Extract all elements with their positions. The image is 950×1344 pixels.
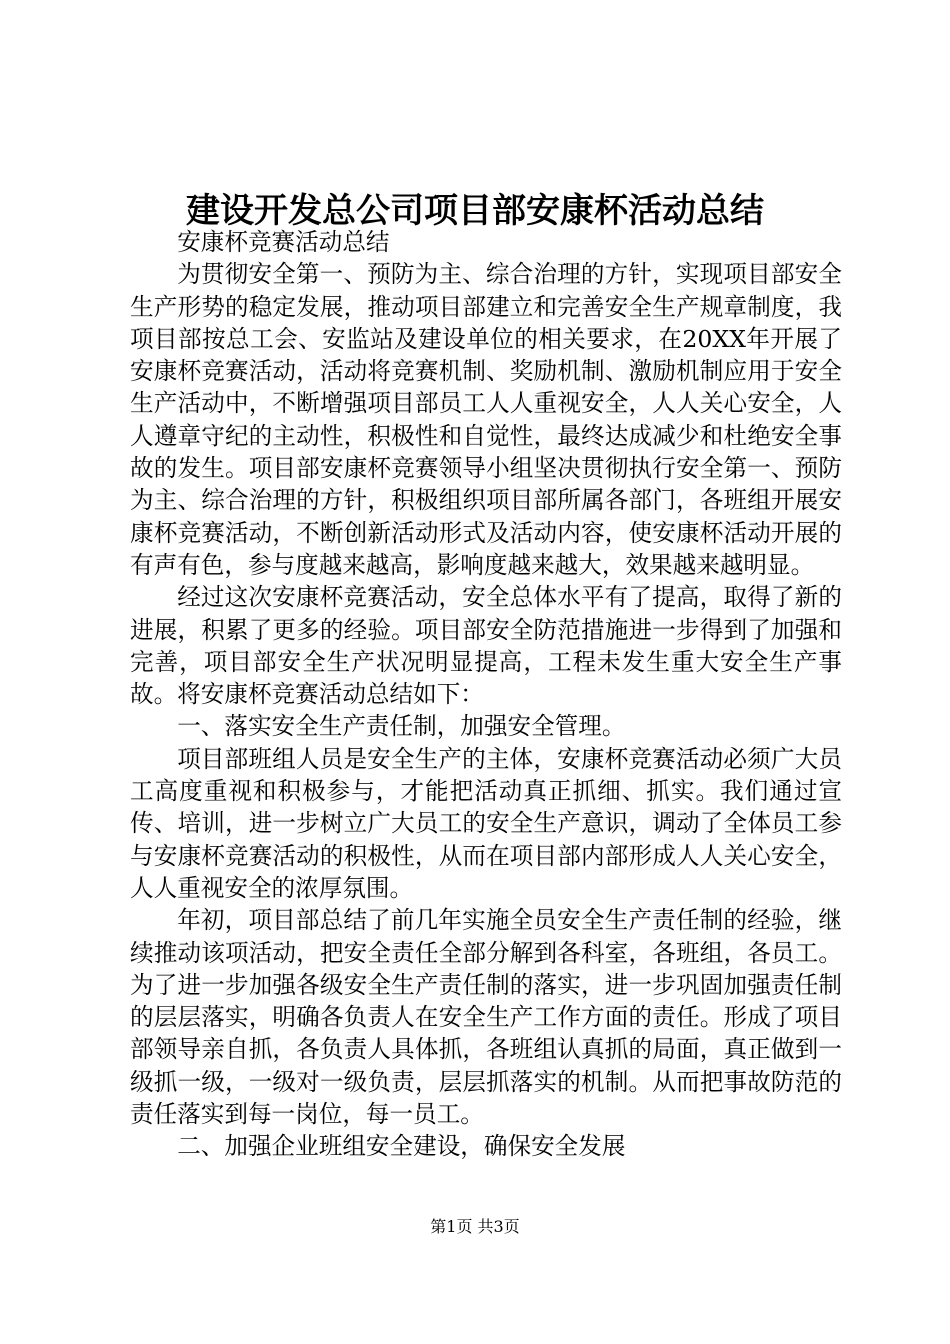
paragraph-subtitle: 安康杯竞赛活动总结: [177, 228, 390, 256]
paragraph-results: 经过这次安康杯竞赛活动，安全总体水平有了提高，取得了新的进展，积累了更多的经验。项目部安全防范措施进一步得到了加强和完善，项目部安全生产状况明显提高，工程未发生重大安全生产事故。将安康杯竞赛活动总结如下：: [130, 583, 842, 709]
page-number-footer: 第1页 共3页: [430, 1217, 520, 1236]
paragraph-team-awareness: 项目部班组人员是安全生产的主体，安康杯竞赛活动必须广大员工高度重视和积极参与，才能把活动真正抓细、抓实。我们通过宣传、培训，进一步树立广大员工的安全生产意识，调动了全体员工参与安康杯竞赛活动的积极性，从而在项目部内部形成人人关心安全，人人重视安全的浓厚氛围。: [130, 744, 842, 902]
section-heading-1: 一、落实安全生产责任制，加强安全管理。: [177, 712, 626, 741]
paragraph-responsibility: 年初，项目部总结了前几年实施全员安全生产责任制的经验，继续推动该项活动，把安全责任全部分解到各科室，各班组，各员工。为了进一步加强各级安全生产责任制的落实，进一步巩固加强责任制的层层落实，明确各负责人在安全生产工作方面的责任。形成了项目部领导亲自抓，各负责人具体抓，各班组认真抓的局面，真正做到一级抓一级，一级对一级负责，层层抓落实的机制。从而把事故防范的责任落实到每一岗位，每一员工。: [130, 906, 842, 1129]
document-title: 建设开发总公司项目部安康杯活动总结: [186, 191, 764, 231]
section-heading-2: 二、加强企业班组安全建设，确保安全发展: [177, 1132, 626, 1161]
paragraph-intro: 为贯彻安全第一、预防为主、综合治理的方针，实现项目部安全生产形势的稳定发展，推动项目部建立和完善安全生产规章制度，我项目部按总工会、安监站及建设单位的相关要求，在20XX年开展了安康杯竞赛活动，活动将竞赛机制、奖励机制、激励机制应用于安全生产活动中，不断增强项目部员工人人重视安全，人人关心安全，人人遵章守纪的主动性，积极性和自觉性，最终达成减少和杜绝安全事故的发生。项目部安康杯竞赛领导小组坚决贯彻执行安全第一、预防为主、综合治理的方针，积极组织项目部所属各部门，各班组开展安康杯竞赛活动，不断创新活动形式及活动内容，使安康杯活动开展的有声有色，参与度越来越高，影响度越来越大，效果越来越明显。: [130, 260, 842, 579]
document-body: [130, 226, 842, 1163]
